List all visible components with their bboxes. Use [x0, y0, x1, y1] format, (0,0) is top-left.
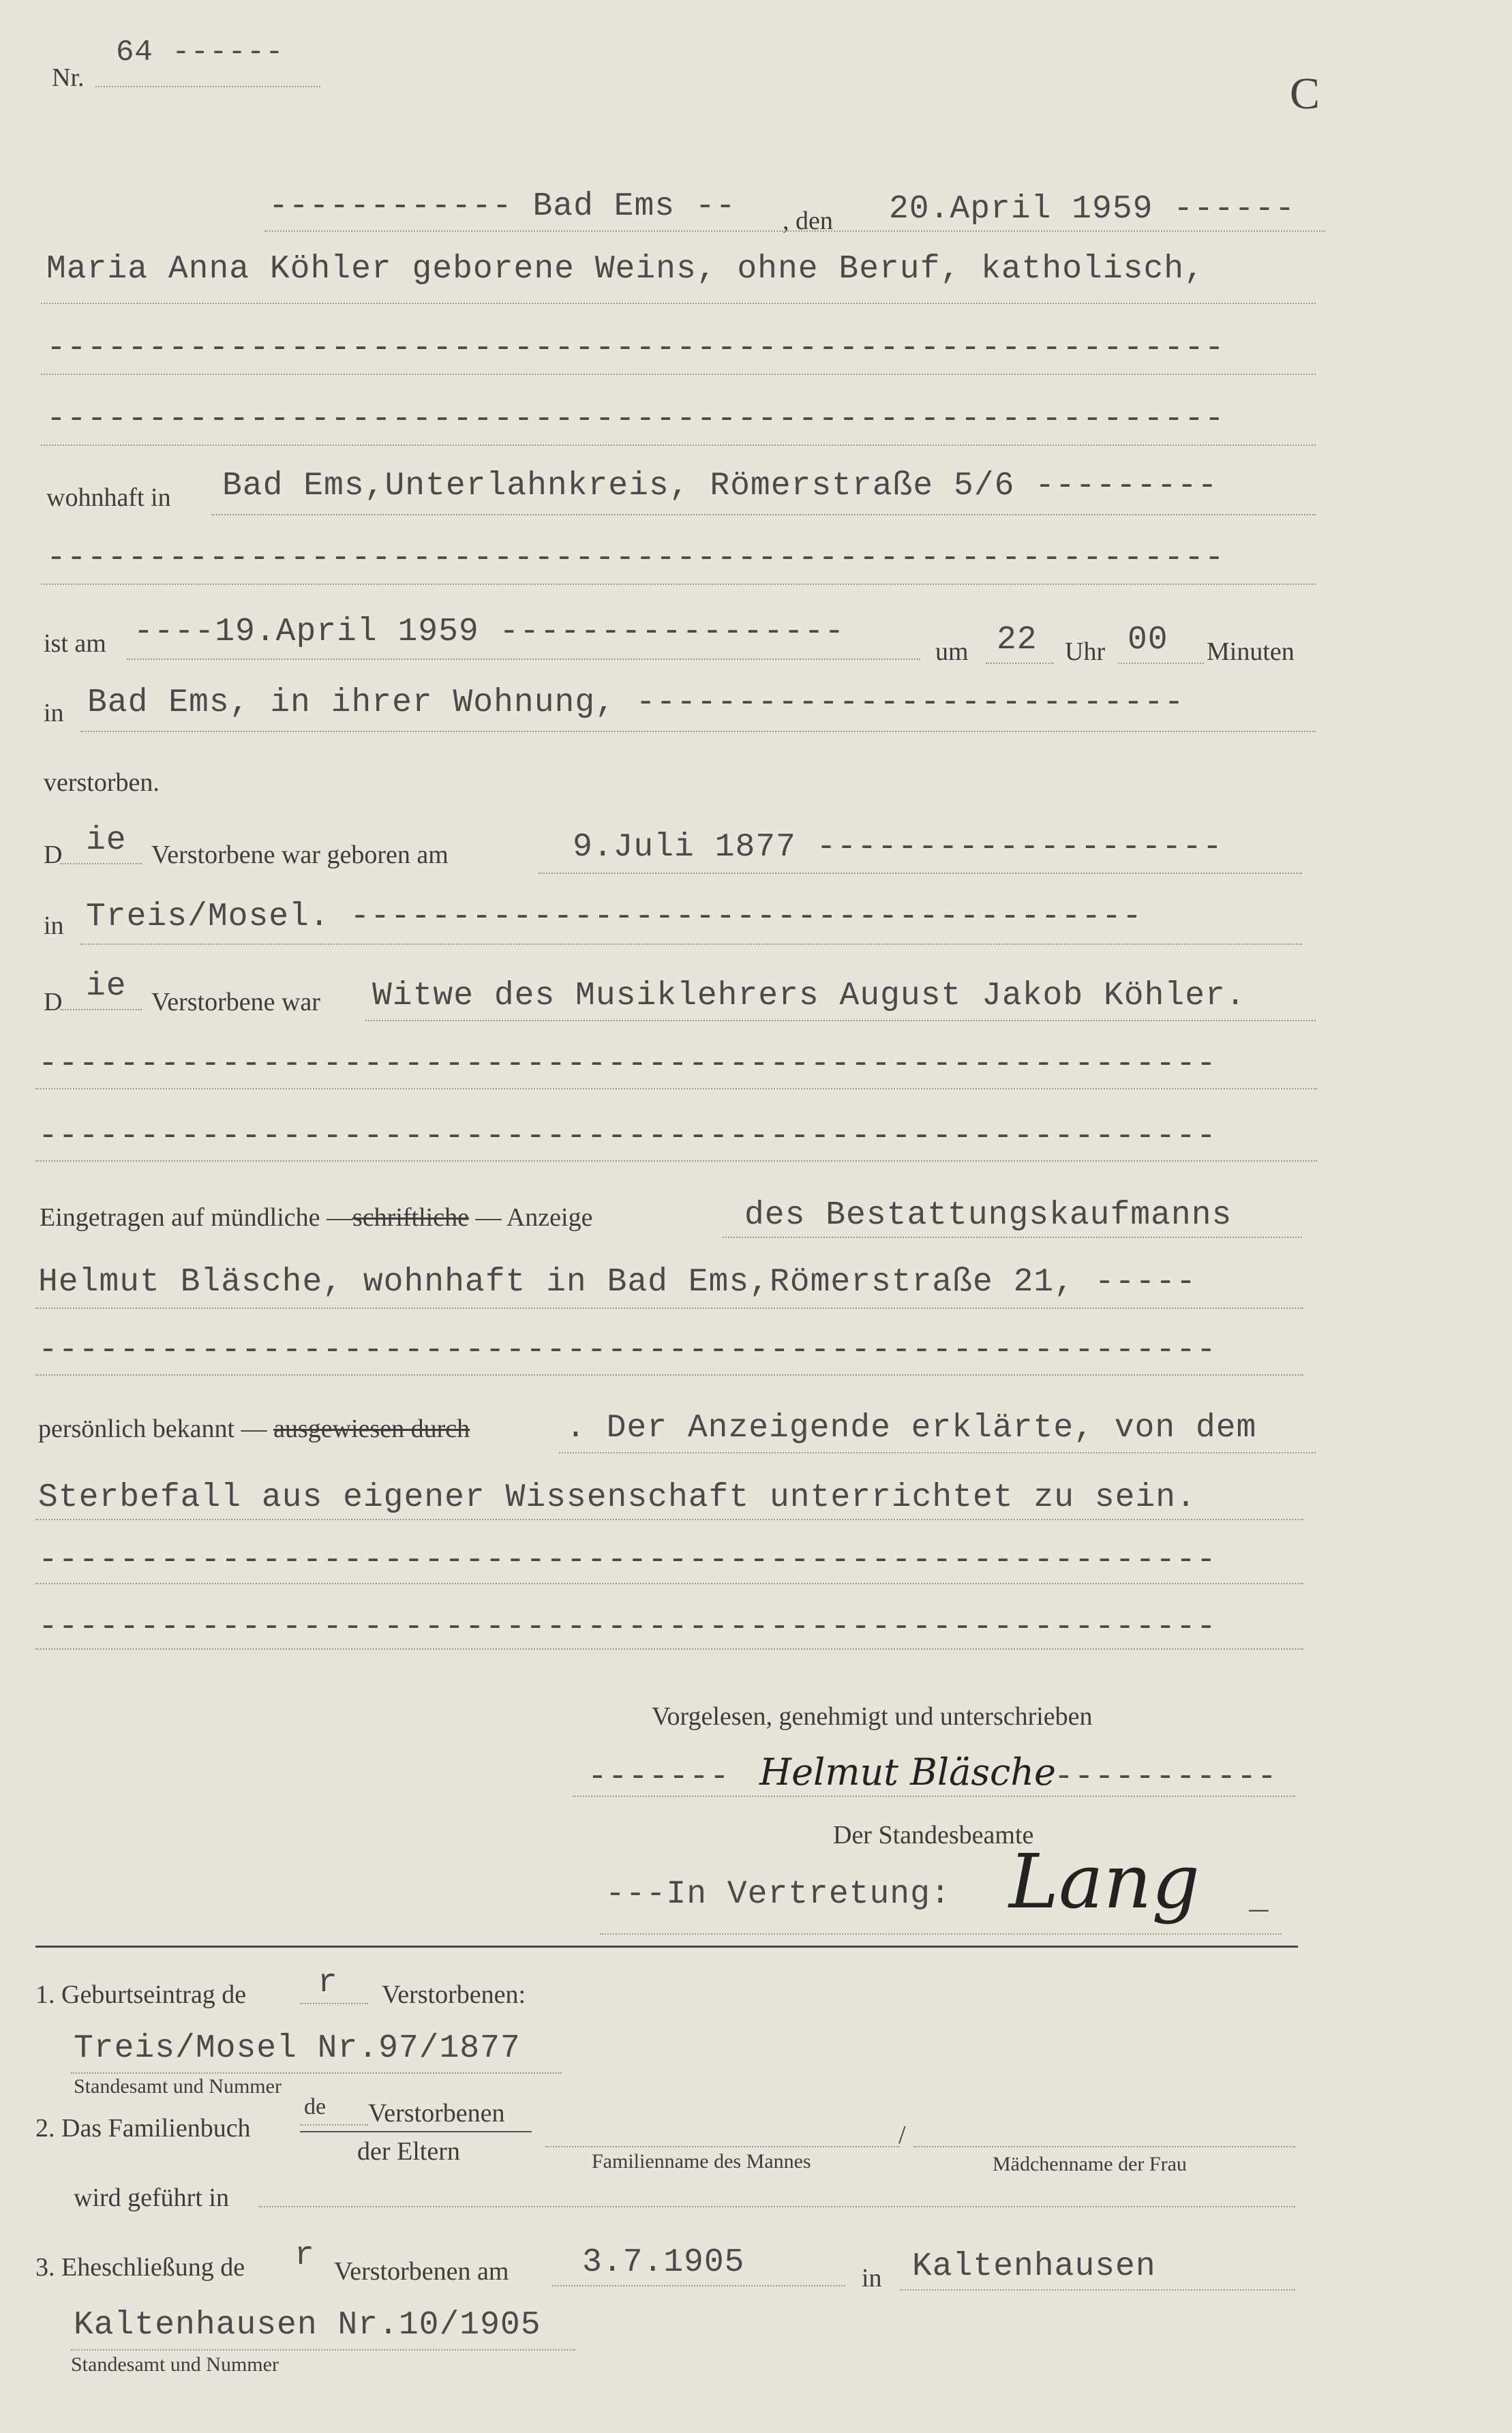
record-number: 64 ------ — [116, 35, 284, 70]
d-label: D — [44, 988, 63, 1016]
um-label: um — [935, 637, 969, 666]
blank-line: ---------------------------------------------------------- — [38, 1046, 1217, 1083]
husband-name-line — [545, 2146, 900, 2147]
vorgelesen-label: Vorgelesen, genehmigt und unterschrieben — [652, 1702, 1093, 1731]
death-place-line — [80, 731, 1316, 732]
d-label: D — [44, 841, 63, 869]
vertretung-label: ---In Vertretung: — [605, 1876, 951, 1913]
in-label: in — [44, 699, 64, 727]
death-date: ----19.April 1959 ----------------- — [134, 614, 845, 650]
birth-register-line — [71, 2072, 562, 2074]
blank-line: ---------------------------------------------------------- — [46, 540, 1225, 577]
gender-fill: ie — [86, 968, 127, 1005]
blank-dotted-line — [35, 1160, 1317, 1162]
blank-dotted-line — [35, 1374, 1303, 1376]
note-2-verstorbenen: Verstorbenen — [368, 2099, 505, 2128]
blank-dotted-line — [41, 584, 1316, 585]
informant-line — [723, 1237, 1302, 1238]
ist-am-label: ist am — [44, 629, 106, 658]
note-2-slash: / — [898, 2121, 906, 2149]
eingetragen-label: Eingetragen auf mündliche —schriftliche — Anzeige — [40, 1203, 593, 1232]
residence-line — [211, 514, 1316, 515]
note-2-eltern: der Eltern — [357, 2137, 460, 2166]
wife-name-caption: Mädchenname der Frau — [993, 2153, 1187, 2175]
name-line — [41, 303, 1316, 304]
sig-dashes-left: ------- — [588, 1759, 730, 1796]
sig-dashes-right: ----------- — [1054, 1759, 1277, 1796]
note-2-gefuehrt-line — [259, 2206, 1295, 2207]
blank-line: ---------------------------------------------------------- — [46, 330, 1225, 367]
war-label: Verstorbene war — [151, 988, 320, 1016]
wohnhaft-label: wohnhaft in — [46, 483, 171, 512]
statement-part-2: Sterbefall aus eigener Wissenschaft unterrichtet zu sein. — [38, 1479, 1196, 1516]
note-2-gefuehrt: wird geführt in — [74, 2183, 229, 2212]
statement-part-1: . Der Anzeigende erklärte, von dem — [566, 1410, 1257, 1447]
blank-line: ---------------------------------------------------------- — [46, 401, 1225, 438]
minuten-label: Minuten — [1207, 637, 1295, 666]
registry-place: ------------ Bad Ems -- — [269, 188, 736, 225]
statement-line-2 — [35, 1519, 1303, 1520]
birth-date: 9.Juli 1877 -------------------- — [573, 829, 1223, 866]
blank-dotted-line — [41, 444, 1316, 446]
blank-line: ---------------------------------------------------------- — [38, 1332, 1217, 1369]
marriage-date: 3.7.1905 — [582, 2244, 745, 2281]
nr-label: Nr. — [52, 63, 85, 92]
note-3-label: 3. Eheschließung de — [35, 2253, 245, 2282]
marriage-date-line — [552, 2285, 845, 2286]
birth-date-line — [539, 873, 1302, 874]
vertretung-line — [600, 1933, 1282, 1935]
blank-line: ---------------------------------------------------------- — [38, 1542, 1217, 1579]
geboren-label: Verstorbene war geboren am — [151, 841, 449, 869]
gender-fill-line — [60, 863, 142, 864]
form-letter: C — [1290, 69, 1320, 119]
note-2-label: 2. Das Familienbuch — [35, 2114, 251, 2143]
marriage-place-line — [900, 2289, 1295, 2291]
nr-dotted-line — [95, 86, 320, 87]
record-date: 20.April 1959 ------ — [889, 191, 1296, 228]
hour-line — [986, 663, 1054, 664]
note-3-in: in — [862, 2264, 882, 2293]
bekannt-label: persönlich bekannt — ausgewiesen durch — [38, 1415, 470, 1443]
minutes-line — [1118, 663, 1204, 664]
in-label: in — [44, 911, 64, 940]
husband-name-caption: Familienname des Mannes — [592, 2150, 811, 2173]
marriage-place: Kaltenhausen — [912, 2248, 1156, 2285]
informant-signature: Helmut Bläsche — [759, 1751, 1057, 1794]
vertretung-tail: _ — [1249, 1882, 1269, 1918]
marriage-register-line — [71, 2349, 575, 2351]
note-1-caption: Standesamt und Nummer — [74, 2075, 282, 2098]
blank-line: ---------------------------------------------------------- — [38, 1609, 1217, 1646]
verstorben-label: verstorben. — [44, 768, 160, 797]
blank-dotted-line — [35, 1648, 1303, 1650]
birth-place-line — [80, 943, 1302, 945]
note-2-fraction-line — [300, 2131, 532, 2132]
note-3-mid: Verstorbenen am — [334, 2257, 509, 2286]
note-3-fill: r — [294, 2237, 315, 2274]
marital-status: Witwe des Musiklehrers August Jakob Köhler. — [372, 978, 1246, 1014]
marital-line — [365, 1020, 1316, 1021]
note-1-label: 1. Geburtseintrag de — [35, 1980, 247, 2009]
marriage-register-entry: Kaltenhausen Nr.10/1905 — [74, 2307, 541, 2344]
informant-name: Helmut Bläsche, wohnhaft in Bad Ems,Römerstraße 21, ----- — [38, 1264, 1196, 1301]
official-signature: Lang — [1009, 1838, 1200, 1925]
standesbeamte-label: Der Standesbeamte — [833, 1821, 1034, 1849]
birth-place: Treis/Mosel. --------------------------------------- — [86, 898, 1143, 935]
note-1-fill: r — [318, 1965, 338, 2001]
statement-line — [559, 1452, 1316, 1453]
schriftliche-struck: schriftliche — [352, 1203, 469, 1232]
signature-line — [573, 1796, 1295, 1797]
note-2-de-line — [300, 2124, 368, 2126]
blank-line: ---------------------------------------------------------- — [38, 1118, 1217, 1155]
blank-dotted-line — [35, 1088, 1317, 1089]
note-3-caption: Standesamt und Nummer — [71, 2353, 279, 2376]
note-1-tail: Verstorbenen: — [382, 1980, 526, 2009]
den-label: , den — [783, 207, 833, 235]
note-2-de: de — [304, 2094, 327, 2119]
ausgewiesen-struck: ausgewiesen durch — [273, 1415, 470, 1443]
blank-dotted-line — [35, 1583, 1303, 1584]
blank-dotted-line — [41, 374, 1316, 375]
informant-intro: des Bestattungskaufmanns — [744, 1197, 1233, 1234]
residence: Bad Ems,Unterlahnkreis, Römerstraße 5/6 --------- — [222, 468, 1218, 504]
informant-name-line — [35, 1308, 1303, 1309]
death-date-line — [127, 659, 920, 660]
gender-fill: ie — [86, 822, 127, 859]
deceased-name: Maria Anna Köhler geborene Weins, ohne Beruf, katholisch, — [46, 251, 1205, 288]
note-1-fill-line — [300, 2003, 368, 2004]
gender-fill-line — [60, 1009, 142, 1010]
birth-register-entry: Treis/Mosel Nr.97/1877 — [74, 2030, 521, 2067]
wife-name-line — [913, 2146, 1295, 2147]
section-divider — [35, 1946, 1298, 1948]
death-hour: 22 — [997, 622, 1038, 659]
uhr-label: Uhr — [1065, 637, 1106, 666]
death-minutes: 00 — [1128, 622, 1168, 659]
place-date-line — [264, 230, 1325, 232]
death-place: Bad Ems, in ihrer Wohnung, --------------------------- — [87, 684, 1185, 721]
